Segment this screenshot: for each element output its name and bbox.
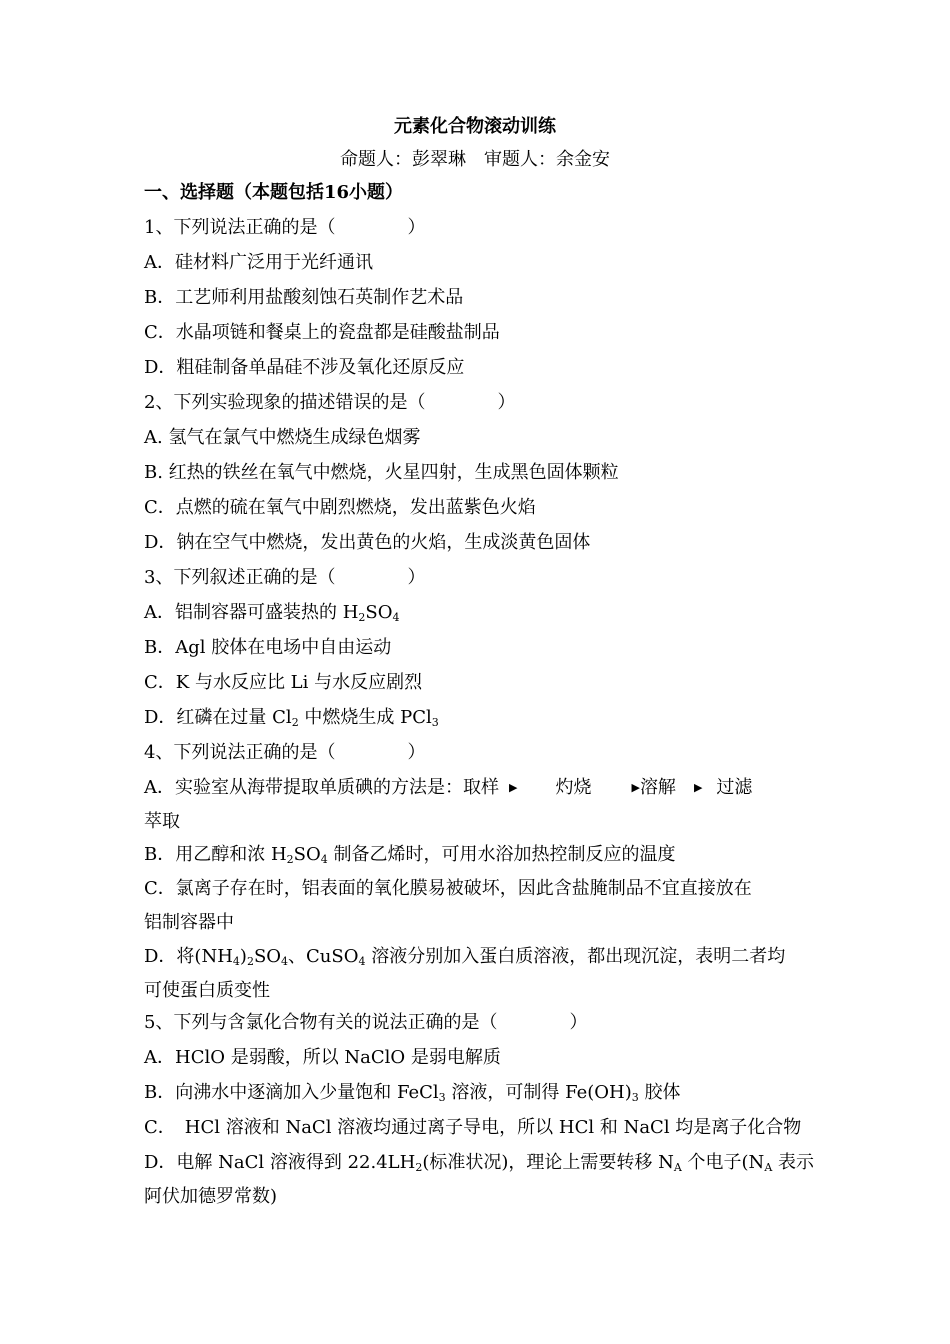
question-4-option-b: B．用乙醇和浓 $H_2SO_4$ 制备乙烯时，可用水浴加热控制反应的温度 <box>144 844 676 866</box>
section-title: 一、选择题（本题包括16小题） <box>144 182 404 203</box>
page-title: 元素化合物滚动训练 <box>394 116 556 137</box>
question-1-stem: 1、下列说法正确的是（ ） <box>144 217 426 238</box>
question-2-option-d: D．钠在空气中燃烧，发出黄色的火焰，生成淡黄色固体 <box>144 532 591 553</box>
arrow-right-icon: ▶ <box>509 781 518 794</box>
question-3-option-b: B．Agl 胶体在电场中自由运动 <box>144 637 392 658</box>
question-5-option-d: D．电解 NaCl 溶液得到 $22.4LH_2$(标准状况)，理论上需要转移 $N_A$ 个电子($N_A$ 表示 <box>144 1152 814 1174</box>
question-5-stem: 5、下列与含氯化合物有关的说法正确的是（ ） <box>144 1012 588 1033</box>
question-1-option-a: A．硅材料广泛用于光纤通讯 <box>144 252 373 273</box>
question-2-stem: 2、下列实验现象的描述错误的是（ ） <box>144 392 516 413</box>
question-4-option-c-cont: 铝制容器中 <box>144 912 234 933</box>
question-5-option-d-cont: 阿伏加德罗常数) <box>144 1186 278 1207</box>
question-2-option-a: A. 氢气在氯气中燃烧生成绿色烟雾 <box>144 427 421 448</box>
question-4-option-a-cont: 萃取 <box>144 811 180 832</box>
question-4-option-c: C．氯离子存在时，铝表面的氧化膜易被破坏，因此含盐腌制品不宜直接放在 <box>144 878 752 899</box>
question-4-option-a: A．实验室从海带提取单质碘的方法是：取样 ▶ 灼烧 ▶溶解 ▶ 过滤 <box>144 777 753 798</box>
question-5-option-a: A．HClO 是弱酸，所以 NaClO 是弱电解质 <box>144 1047 501 1068</box>
question-2-option-c: C．点燃的硫在氧气中剧烈燃烧，发出蓝紫色火焰 <box>144 497 536 518</box>
arrow-right-icon: ▶ <box>693 781 703 794</box>
question-5-option-b: B．向沸水中逐滴加入少量饱和 FeCl$_3$ 溶液，可制得 $Fe(OH)_3$ 胶体 <box>144 1082 681 1104</box>
question-3-option-c: C．K 与水反应比 Li 与水反应剧烈 <box>144 672 423 693</box>
question-3-stem: 3、下列叙述正确的是（ ） <box>144 567 426 588</box>
question-4-stem: 4、下列说法正确的是（ ） <box>144 742 426 763</box>
question-4-option-d: D．将$(NH_4)_2SO_4$、CuSO$_4$ 溶液分别加入蛋白质溶液，都出现沉淀，表明二者均 <box>144 946 786 968</box>
question-4-option-d-cont: 可使蛋白质变性 <box>144 980 270 1001</box>
question-2-option-b: B. 红热的铁丝在氧气中燃烧，火星四射，生成黑色固体颗粒 <box>144 462 619 483</box>
author-line: 命题人：彭翠琳 审题人：余金安 <box>340 149 610 170</box>
question-3-option-a: A．铝制容器可盛装热的 $H_2SO_4$ <box>144 602 400 624</box>
arrow-right-icon: ▶ <box>631 781 640 794</box>
question-1-option-c: C．水晶项链和餐桌上的瓷盘都是硅酸盐制品 <box>144 322 500 343</box>
question-1-option-d: D．粗硅制备单晶硅不涉及氧化还原反应 <box>144 357 465 378</box>
question-1-option-b: B．工艺师利用盐酸刻蚀石英制作艺术品 <box>144 287 464 308</box>
question-5-option-c: C． HCl 溶液和 NaCl 溶液均通过离子导电，所以 HCl 和 NaCl 均是离子化合物 <box>144 1117 802 1138</box>
question-3-option-d: D．红磷在过量 $Cl_2$ 中燃烧生成 PCl$_3$ <box>144 707 439 729</box>
